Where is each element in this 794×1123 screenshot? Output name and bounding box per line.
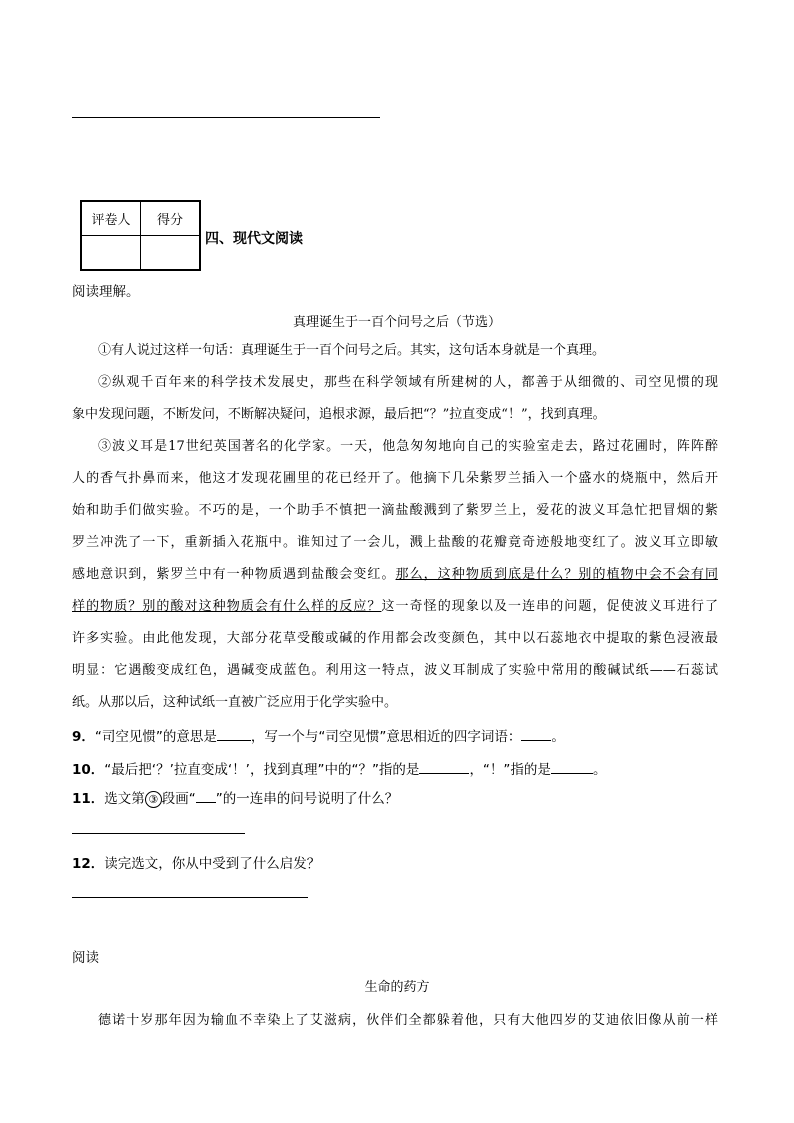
question-10-text-a: “最后把‘？’拉直变成‘！’，找到真理”中的“？”指的是 (104, 762, 420, 778)
question-9-blank-1[interactable] (217, 728, 251, 741)
question-11-text-a: 选文第 (104, 791, 145, 807)
score-table-score-cell (141, 236, 201, 271)
question-11-underline-mark (196, 790, 216, 803)
reading1-title: 真理诞生于一百个问号之后（节选） (292, 315, 501, 330)
question-10-number: 10． (72, 762, 105, 778)
reading1-p3-line6-plain: 这一奇怪的现象以及一连串的问题，促使波义耳进行了 (381, 599, 718, 614)
reading1-p3-line1: ③波义耳是17世纪英国著名的化学家。一天，他急匆匆地向自己的实验室走去，路过花圃时，阵阵醉 (98, 439, 718, 454)
reading1-paragraph-1 (72, 335, 718, 367)
score-table-reviewer-cell (81, 236, 141, 271)
score-table-reviewer-header: 评卷人 (81, 201, 141, 236)
reading1-p3-line9: 纸。从那以后，这种试纸一直被广泛应用于化学实验中。 (72, 695, 398, 710)
reading1-p3-underlined-questions-1: 那么，这种物质到底是什么？别的植物中会不会有同 (395, 567, 718, 582)
question-11 (72, 787, 398, 808)
question-12 (72, 852, 320, 872)
reading1-p3-line4: 罗兰冲洗了一下，重新插入花瓶中。谁知过了一会儿，溅上盐酸的花瓣竟奇迹般地变红了。波义耳立即敏 (72, 535, 718, 550)
reading1-paragraph-2 (72, 367, 718, 431)
reading2-p1-line1: 德诺十岁那年因为输血不幸染上了艾滋病，伙伴们全都躲着他，只有大他四岁的艾迪依旧像从前一样 (98, 1013, 718, 1028)
question-12-number: 12． (72, 856, 105, 872)
score-table-score-header: 得分 (141, 201, 201, 236)
reading1-p3-line8: 明显：它遇酸变成红色，遇碱变成蓝色。利用这一特点，波义耳制成了实验中常用的酸碱试纸——石蕊试 (72, 663, 718, 678)
reading1-p3-line5 (72, 559, 718, 591)
reading1-p3-line6 (72, 591, 718, 623)
score-table (80, 200, 201, 271)
question-11-answer-line[interactable] (72, 833, 245, 834)
question-10 (72, 758, 606, 778)
question-12-answer-line[interactable] (72, 897, 308, 898)
question-10-blank-2[interactable] (551, 761, 593, 774)
question-11-number: 11． (72, 791, 105, 807)
reading1-p3-underlined-questions-2: 样的物质？别的酸对这种物质会有什么样的反应？ (72, 599, 382, 614)
question-10-blank-1[interactable] (419, 761, 469, 774)
reading1-intro: 阅读理解。 (72, 284, 140, 300)
question-9-number: 9． (72, 729, 95, 745)
question-12-text: 读完选文，你从中受到了什么启发？ (104, 856, 321, 872)
reading1-p1-line: ①有人说过这样一句话：真理诞生于一百个问号之后。其实，这句话本身就是一个真理。 (98, 343, 606, 358)
question-11-text-b: 段画“ (161, 791, 196, 807)
section-title: 四、现代文阅读 (205, 231, 303, 247)
question-9-blank-2[interactable] (521, 728, 551, 741)
reading1-p2-line1: ②纵观千百年来的科学技术发展史，那些在科学领域有所建树的人，都善于从细微的、司空见惯的现 (98, 375, 718, 390)
reading1-p3-line3: 始和助手们做实验。不巧的是，一个助手不慎把一滴盐酸溅到了紫罗兰上，爱花的波义耳急忙把冒烟的紫 (72, 503, 718, 518)
question-9 (72, 725, 565, 745)
reading1-p3-line2: 人的香气扑鼻而来，他这才发现花圃里的花已经开了。他摘下几朵紫罗兰插入一个盛水的烧瓶中，然后开 (72, 471, 718, 486)
question-11-text-c: ”的一连串的问号说明了什么？ (215, 791, 399, 807)
question-9-text-a: “司空见惯”的意思是 (94, 729, 217, 745)
question-10-text-c: 。 (592, 762, 607, 778)
reading2-title: 生命的药方 (364, 980, 430, 995)
question-9-text-b: ，写一个与“司空见惯”意思相近的四字词语： (250, 729, 522, 745)
question-11-circled-number: ③ (145, 791, 162, 808)
reading1-p2-line2: 象中发现问题，不断发问，不断解决疑问，追根求源，最后把“？”拉直变成“！”，找到真理。 (72, 407, 606, 422)
reading1-p3-line7: 许多实验。由此他发现，大部分花草受酸或碱的作用都会改变颜色，其中以石蕊地衣中提取的紫色浸液最 (72, 631, 718, 646)
reading2-paragraph-1 (72, 1005, 718, 1037)
question-9-text-c: 。 (551, 729, 565, 745)
answer-line-top (72, 117, 380, 118)
reading1-paragraph-3 (72, 431, 718, 719)
reading2-intro: 阅读 (72, 950, 99, 966)
question-10-text-b: ，“！”指的是 (469, 762, 551, 778)
reading1-p3-line5-plain: 感地意识到，紫罗兰中有一种物质遇到盐酸会变红。 (72, 567, 396, 582)
